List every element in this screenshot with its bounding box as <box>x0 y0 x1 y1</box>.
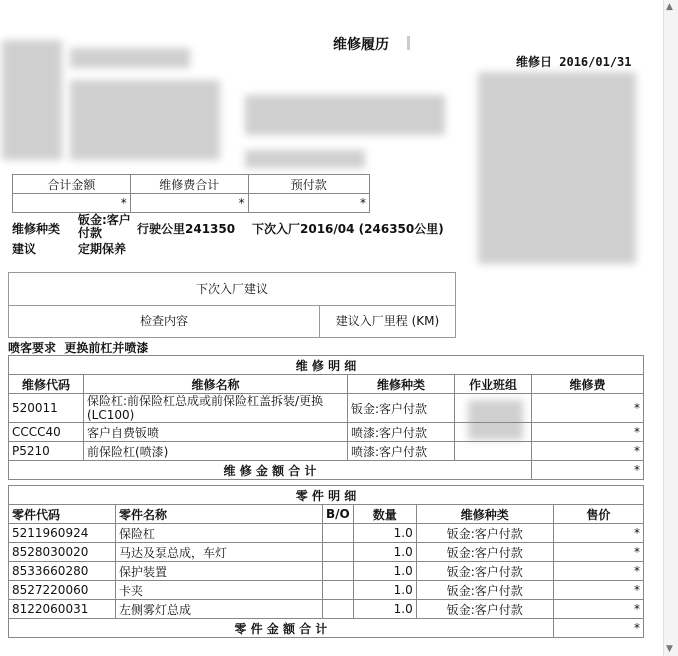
table-row <box>9 600 644 619</box>
part-bo <box>323 600 354 619</box>
part-type: 钣金:客户付款 <box>416 562 553 581</box>
col-part-type: 维修种类 <box>416 505 553 524</box>
col-crew: 作业班组 <box>455 375 532 394</box>
repair-code: P5210 <box>9 442 84 461</box>
part-type: 钣金:客户付款 <box>416 524 553 543</box>
part-price: * <box>553 524 643 543</box>
col-part-code: 零件代码 <box>9 505 116 524</box>
summary-table <box>12 174 370 213</box>
part-price: * <box>553 543 643 562</box>
prepay-header: 预付款 <box>248 175 369 194</box>
page-title: 维修履历 <box>333 37 389 53</box>
repair-date-label: 维修日 <box>516 55 553 69</box>
part-qty: 1.0 <box>353 562 416 581</box>
part-bo <box>323 543 354 562</box>
col-part-name: 零件名称 <box>116 505 323 524</box>
part-type: 钣金:客户付款 <box>416 581 553 600</box>
part-qty: 1.0 <box>353 581 416 600</box>
col-price: 售价 <box>553 505 643 524</box>
redacted-block <box>245 95 445 135</box>
table-row <box>9 562 644 581</box>
suggest-mileage-label: 建议入厂里程 (KM) <box>335 314 440 328</box>
part-price: * <box>553 562 643 581</box>
repair-type-label: 维修种类 <box>12 222 61 236</box>
repair-type-value: 钣金:客户付款 <box>78 213 131 240</box>
part-price: * <box>553 600 643 619</box>
repair-type: 钣金:客户付款 <box>348 394 455 423</box>
suggest-label: 建议 <box>12 242 37 256</box>
redacted-block <box>245 150 365 168</box>
next-suggest-box <box>8 272 456 338</box>
title-marker <box>407 36 410 50</box>
mileage-text: 行驶公里241350 <box>137 222 236 236</box>
part-bo <box>323 581 354 600</box>
vertical-scrollbar[interactable] <box>663 0 678 656</box>
part-bo <box>323 562 354 581</box>
redacted-block <box>70 80 220 160</box>
part-name: 卡夹 <box>116 581 323 600</box>
part-code: 8528030020 <box>9 543 116 562</box>
total-amount-header: 合计金额 <box>13 175 131 194</box>
part-qty: 1.0 <box>353 543 416 562</box>
col-repair-fee: 维修费 <box>532 375 644 394</box>
parts-total-value: * <box>553 619 643 638</box>
table-row <box>9 524 644 543</box>
repair-code: 520011 <box>9 394 84 423</box>
redacted-block <box>2 40 62 160</box>
next-entry-text: 下次入厂2016/04 (246350公里) <box>252 222 444 236</box>
next-suggest-title: 下次入厂建议 <box>9 273 455 306</box>
part-code: 5211960924 <box>9 524 116 543</box>
part-name: 保护装置 <box>116 562 323 581</box>
repair-type: 喷漆:客户付款 <box>348 442 455 461</box>
prepay-value: * <box>248 194 369 213</box>
repair-crew <box>455 423 532 442</box>
part-type: 钣金:客户付款 <box>416 600 553 619</box>
parts-total-label: 零 件 金 额 合 计 <box>9 619 554 638</box>
repair-total-label: 维 修 金 额 合 计 <box>9 461 532 480</box>
part-name: 保险杠 <box>116 524 323 543</box>
part-code: 8527220060 <box>9 581 116 600</box>
col-repair-name: 维修名称 <box>84 375 348 394</box>
repair-date-row <box>516 53 632 70</box>
repair-detail-table <box>8 355 644 480</box>
part-code: 8533660280 <box>9 562 116 581</box>
redacted-photo <box>478 72 636 264</box>
col-repair-code: 维修代码 <box>9 375 84 394</box>
table-row <box>9 581 644 600</box>
table-row <box>9 423 644 442</box>
repair-name: 客户自费钣喷 <box>84 423 348 442</box>
redacted-block <box>70 48 190 68</box>
scroll-down-icon[interactable]: ▼ <box>666 644 673 654</box>
table-row <box>9 442 644 461</box>
repair-date-value: 2016/01/31 <box>559 55 632 69</box>
repair-fee: * <box>532 394 644 423</box>
part-type: 钣金:客户付款 <box>416 543 553 562</box>
col-bo: B/O <box>323 505 354 524</box>
scroll-up-icon[interactable]: ▲ <box>666 2 673 12</box>
repair-detail-title: 维 修 明 细 <box>9 356 644 375</box>
repair-name: 保险杠:前保险杠总成或前保险杠盖拆装/更换(LC100) <box>84 394 348 423</box>
part-code: 8122060031 <box>9 600 116 619</box>
table-row <box>9 394 644 423</box>
total-amount-value: * <box>13 194 131 213</box>
repair-fee: * <box>532 442 644 461</box>
repair-crew <box>455 394 532 423</box>
part-name: 左侧雾灯总成 <box>116 600 323 619</box>
part-qty: 1.0 <box>353 600 416 619</box>
parts-detail-title: 零 件 明 细 <box>9 486 644 505</box>
repair-fee-header: 维修费合计 <box>130 175 248 194</box>
col-repair-type: 维修种类 <box>348 375 455 394</box>
suggest-value: 定期保养 <box>78 242 127 256</box>
repair-code: CCCC40 <box>9 423 84 442</box>
part-bo <box>323 524 354 543</box>
table-row <box>9 543 644 562</box>
parts-detail-table <box>8 485 644 638</box>
repair-fee: * <box>532 423 644 442</box>
part-price: * <box>553 581 643 600</box>
col-qty: 数量 <box>353 505 416 524</box>
customer-request: 喷客要求 更换前杠并喷漆 <box>8 341 149 355</box>
part-name: 马达及泵总成，车灯 <box>116 543 323 562</box>
inspect-label: 检查内容 <box>9 306 320 337</box>
repair-fee-value: * <box>130 194 248 213</box>
repair-name: 前保险杠(喷漆) <box>84 442 348 461</box>
repair-type: 喷漆:客户付款 <box>348 423 455 442</box>
part-qty: 1.0 <box>353 524 416 543</box>
repair-crew <box>455 442 532 461</box>
repair-total-value: * <box>532 461 644 480</box>
